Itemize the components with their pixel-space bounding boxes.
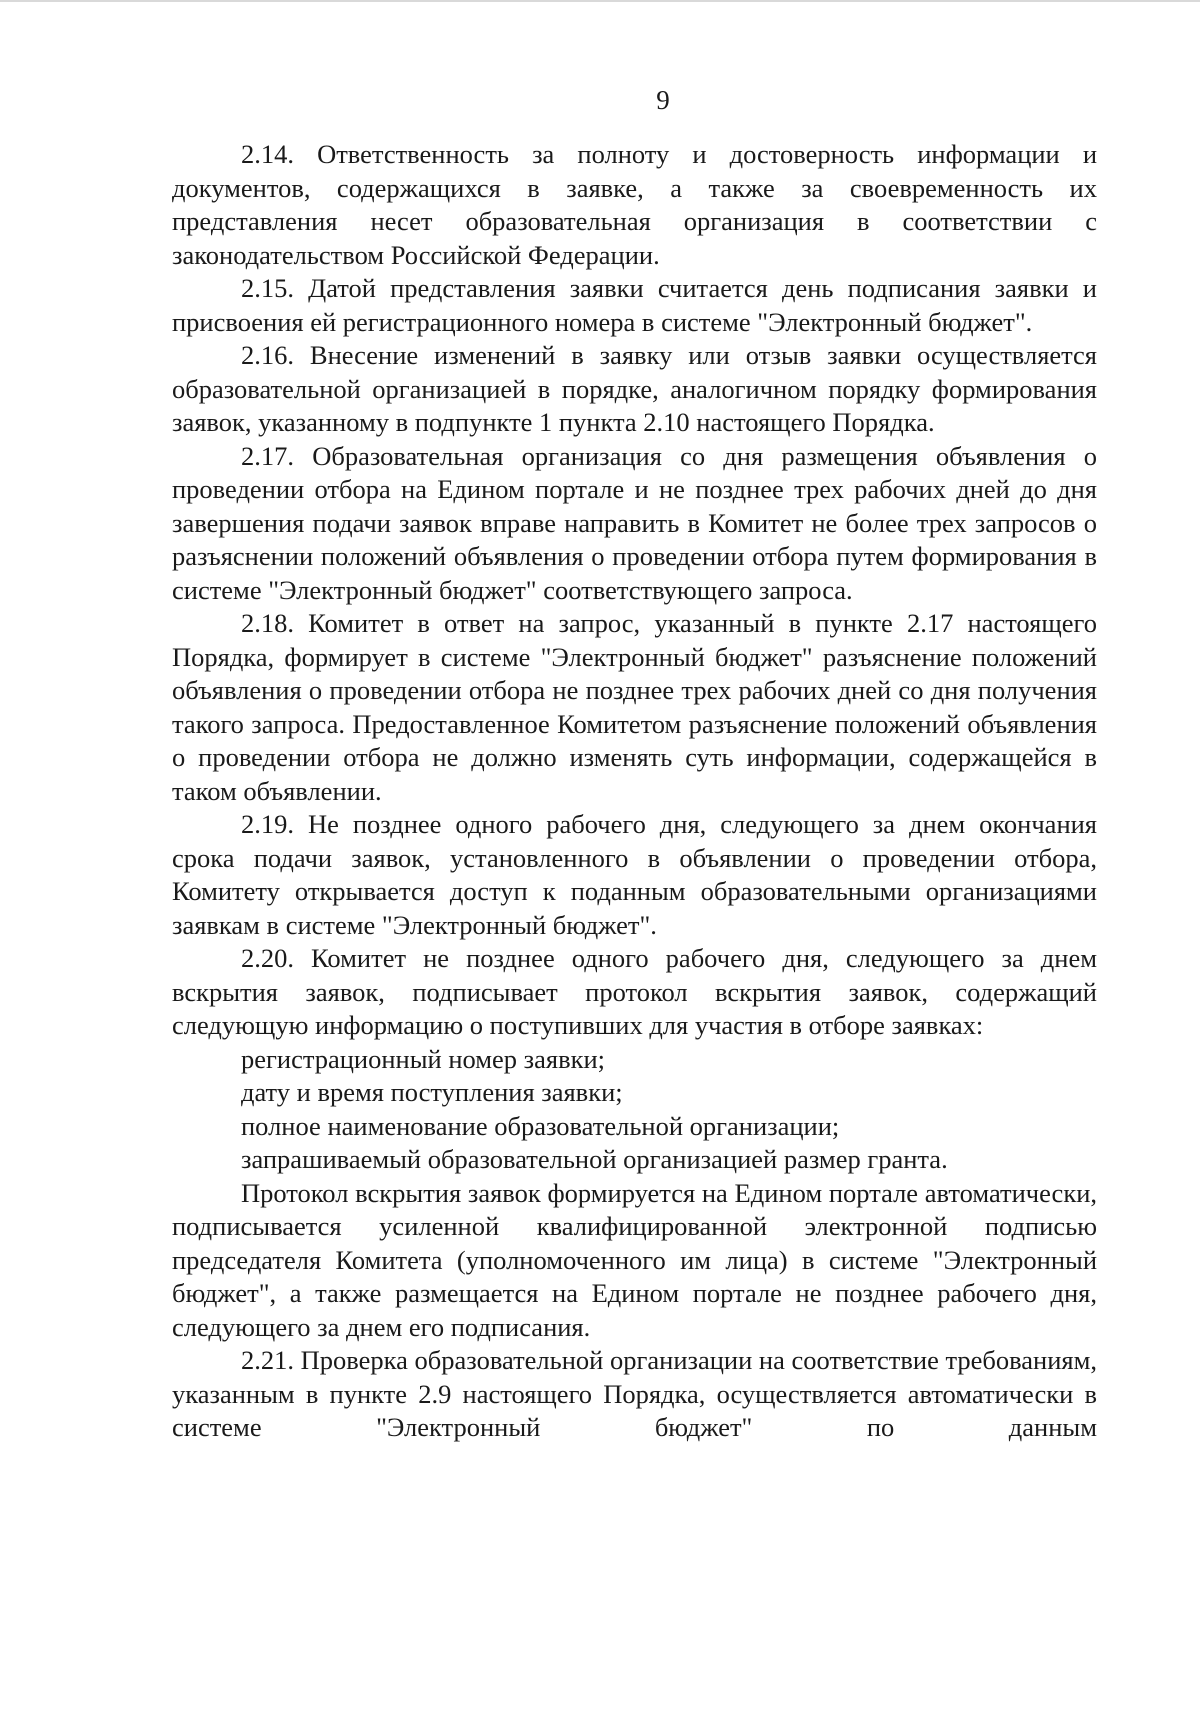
page-top-edge (0, 0, 1200, 2)
page-number: 9 (656, 85, 670, 115)
paragraph-2-20: 2.20. Комитет не позднее одного рабочего дня, следующего за днем вскрытия заявок, подписывает протокол вскрытия заявок, содержащий следующую информацию о поступивших для участия в отборе заявках: (172, 943, 1097, 1040)
document-body (172, 138, 1097, 1445)
paragraph-protocol: Протокол вскрытия заявок формируется на Едином портале автоматически, подписывается усиленной квалифицированной электронной подписью председателя Комитета (уполномоченного им лица) в системе "Электронный бюджет", а также размещается на Едином портале не позднее рабочего дня, следующего за днем его подписания. (172, 1177, 1097, 1342)
list-item: полное наименование образовательной организации; (241, 1110, 840, 1141)
paragraph-2-16: 2.16. Внесение изменений в заявку или отзыв заявки осуществляется образовательной организацией в порядке, аналогичном порядку формирования заявок, указанному в подпункте 1 пункта 2.10 настоящего Порядка. (172, 340, 1097, 437)
paragraph-2-18: 2.18. Комитет в ответ на запрос, указанный в пункте 2.17 настоящего Порядка, формирует в системе "Электронный бюджет" разъяснение положений объявления о проведении отбора не позднее трех рабочих дней со дня получения такого запроса. Предоставленное Комитетом разъяснение положений объявления о проведении отбора не должно изменять суть информации, содержащейся в таком объявлении. (172, 608, 1097, 806)
paragraph-2-19: 2.19. Не позднее одного рабочего дня, следующего за днем окончания срока подачи заявок, установленного в объявлении о проведении отбора, Комитету открывается доступ к поданным образовательными организациями заявкам в системе "Электронный бюджет". (172, 809, 1097, 940)
paragraph-2-21: 2.21. Проверка образовательной организации на соответствие требованиям, указанным в пункте 2.9 настоящего Порядка, осуществляется автоматически в системе "Электронный бюджет" по данным (172, 1345, 1097, 1442)
list-item: регистрационный номер заявки; (241, 1043, 606, 1074)
list-item: запрашиваемый образовательной организацией размер гранта. (241, 1144, 948, 1174)
paragraph-2-14: 2.14. Ответственность за полноту и достоверность информации и документов, содержащихся в заявке, а также за своевременность их представления несет образовательная организация в соответствии с законодательством Российской Федерации. (172, 139, 1097, 270)
paragraph-2-17: 2.17. Образовательная организация со дня размещения объявления о проведении отбора на Едином портале и не позднее трех рабочих дней до дня завершения подачи заявок вправе направить в Комитет не более трех запросов о разъяснении положений объявления о проведении отбора путем формирования в системе "Электронный бюджет" соответствующего запроса. (172, 440, 1097, 605)
list-item: дату и время поступления заявки; (241, 1077, 623, 1107)
paragraph-2-15: 2.15. Датой представления заявки считается день подписания заявки и присвоения ей регистрационного номера в системе "Электронный бюджет". (172, 273, 1097, 337)
